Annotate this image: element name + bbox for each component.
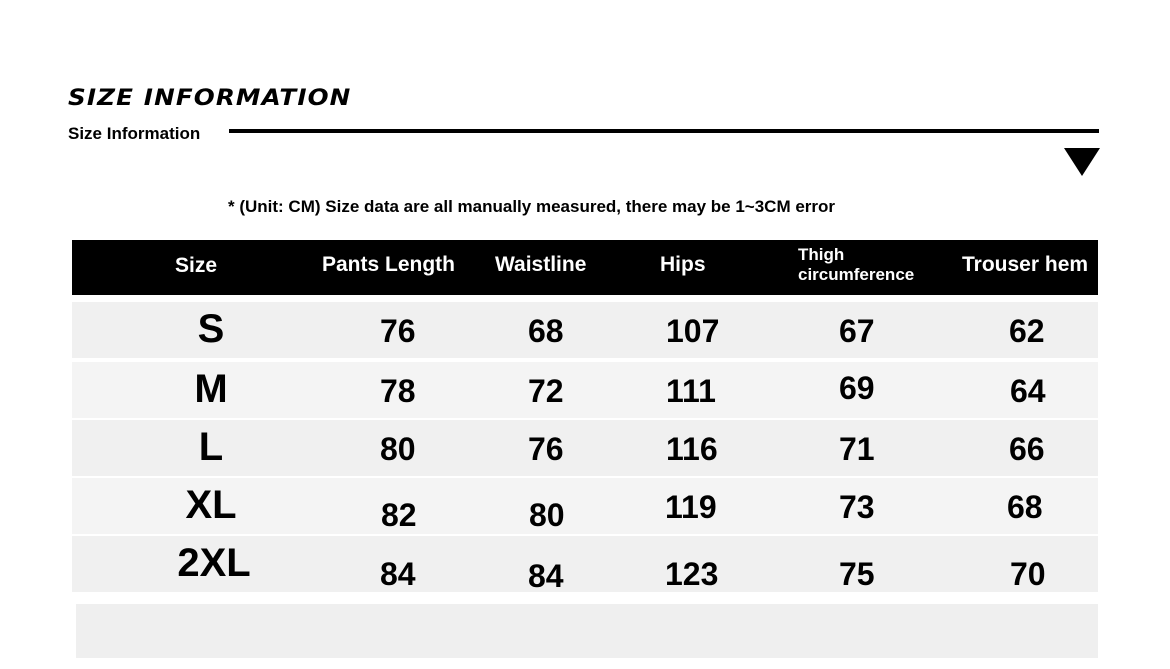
cell-waistline: 84 [528,558,564,594]
cell-waistline: 80 [529,497,565,533]
header-hips: Hips [660,253,706,276]
cell-trouser-hem: 70 [1010,556,1046,592]
size-information-subtitle: Size Information [68,124,201,143]
cell-size: XL [185,483,237,527]
table-row [72,536,1098,592]
header-size: Size [175,254,218,277]
cell-trouser-hem: 64 [1010,373,1046,409]
cell-pants-length: 84 [380,556,416,592]
cell-hips: 116 [666,431,718,467]
cell-hips: 107 [666,313,720,349]
down-triangle-icon [1064,148,1100,176]
cell-pants-length: 76 [380,313,416,349]
size-information-title: SIZE INFORMATION [68,86,352,111]
cell-size: L [198,425,224,469]
cell-size: 2XL [177,541,251,585]
table-row [72,478,1098,534]
header-waistline: Waistline [495,253,587,276]
cell-hips: 111 [666,373,716,409]
measurement-note: * (Unit: CM) Size data are all manually measured, there may be 1~3CM error [228,197,836,216]
cell-trouser-hem: 62 [1009,313,1045,349]
empty-row [76,604,1098,658]
header-trouser-hem: Trouser hem [962,253,1089,276]
table-row [72,362,1098,418]
cell-waistline: 72 [528,373,564,409]
table-header [72,240,1098,295]
table-row [72,420,1098,476]
cell-pants-length: 80 [380,431,416,467]
cell-size: S [197,307,225,351]
header-thigh-circumference: Thigh circumference [798,245,915,284]
cell-size: M [194,367,228,411]
cell-thigh: 73 [839,489,875,525]
header-pants-length: Pants Length [322,253,456,276]
cell-pants-length: 78 [380,373,416,409]
cell-waistline: 68 [528,313,564,349]
cell-waistline: 76 [528,431,564,467]
cell-trouser-hem: 66 [1009,431,1045,467]
cell-pants-length: 82 [381,497,417,533]
cell-thigh: 75 [839,556,875,592]
cell-hips: 119 [665,489,717,525]
cell-thigh: 69 [839,370,875,406]
cell-hips: 123 [665,556,719,592]
cell-thigh: 71 [839,431,875,467]
cell-thigh: 67 [839,313,875,349]
table-row [72,302,1098,358]
divider-rule [229,129,1099,133]
cell-trouser-hem: 68 [1007,489,1043,525]
